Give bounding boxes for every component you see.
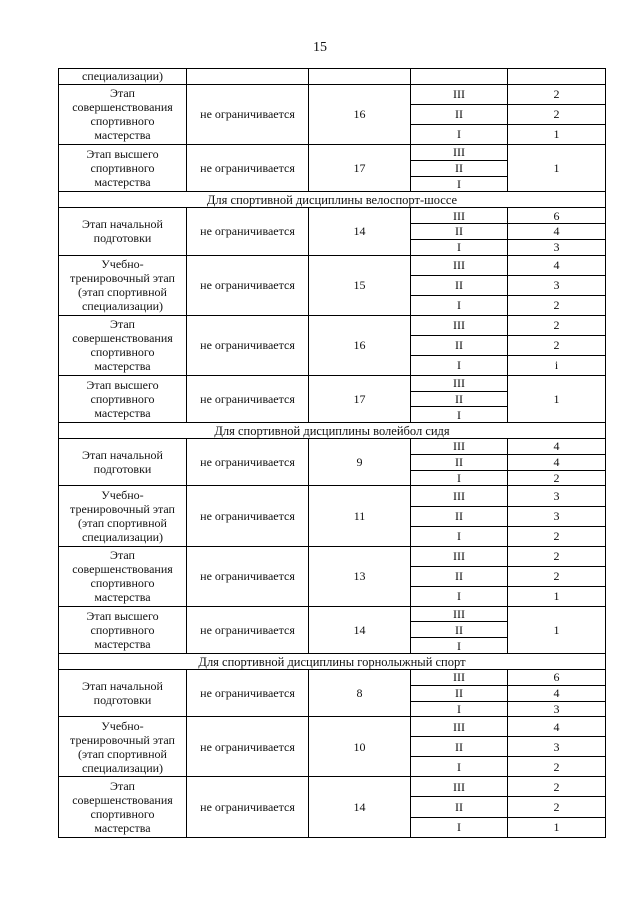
count-cell: 6 [508,208,606,224]
min-age-cell: 14 [309,606,411,653]
table-row [59,606,606,622]
min-age-cell: 14 [309,777,411,838]
category-cell: II [411,104,508,124]
count-cell: 2 [508,546,606,566]
stage-cell: Этап высшего спортивного мастерства [59,144,187,191]
category-cell: I [411,638,508,654]
category-cell: III [411,669,508,685]
category-cell: II [411,506,508,526]
stage-cell: Учебно-тренировочный этап (этап спортивной специализации) [59,255,187,315]
category-cell: II [411,566,508,586]
count-cell: 6 [508,669,606,685]
category-cell: III [411,208,508,224]
sports-requirements-table [58,68,606,838]
min-age-cell: 10 [309,717,411,777]
table-row [59,208,606,224]
count-cell: 1 [508,606,606,653]
category-cell: I [411,124,508,144]
category-cell: II [411,391,508,407]
category-cell: II [411,454,508,470]
category-cell: I [411,295,508,315]
age-limit-cell: не ограничивается [187,669,309,716]
table-row [59,255,606,275]
category-cell: III [411,546,508,566]
count-cell: 3 [508,486,606,506]
category-cell: I [411,757,508,777]
stage-cell: Этап начальной подготовки [59,669,187,716]
table-row [59,486,606,506]
count-cell: 2 [508,84,606,104]
stage-cell: Этап высшего спортивного мастерства [59,375,187,422]
table-row [59,144,606,160]
count-cell: 2 [508,777,606,797]
age-limit-cell: не ограничивается [187,717,309,777]
section-title: Для спортивной дисциплины велоспорт-шоссе [59,192,606,208]
count-cell: i [508,355,606,375]
min-age-cell: 9 [309,439,411,486]
category-cell: II [411,275,508,295]
table-row [59,69,606,85]
min-age-cell: 16 [309,84,411,144]
category-cell: I [411,817,508,838]
table-row [59,717,606,737]
category-cell: III [411,439,508,455]
count-cell: 1 [508,124,606,144]
category-cell: III [411,777,508,797]
category-cell: III [411,486,508,506]
age-limit-cell: не ограничивается [187,208,309,255]
count-cell: 3 [508,506,606,526]
category-cell: III [411,144,508,160]
age-limit-cell: не ограничивается [187,546,309,606]
stage-cell: Этап совершенствования спортивного мастерства [59,84,187,144]
count-cell: 2 [508,757,606,777]
category-cell: I [411,586,508,606]
category-cell: II [411,622,508,638]
stage-cell: специализации) [59,69,187,85]
category-cell: II [411,685,508,701]
category-cell: III [411,315,508,335]
stage-cell: Этап высшего спортивного мастерства [59,606,187,653]
stage-cell: Этап начальной подготовки [59,439,187,486]
count-cell: 4 [508,717,606,737]
page-number: 15 [313,40,327,55]
min-age-cell: 17 [309,375,411,422]
count-cell: 1 [508,586,606,606]
min-age-cell: 11 [309,486,411,546]
count-cell: 2 [508,526,606,546]
count-cell: 3 [508,239,606,255]
category-cell: I [411,176,508,192]
category-cell: I [411,407,508,423]
category-cell: II [411,737,508,757]
age-limit-cell: не ограничивается [187,315,309,375]
count-cell: 4 [508,223,606,239]
category-cell: I [411,239,508,255]
min-age-cell: 8 [309,669,411,716]
category-cell: III [411,375,508,391]
table-row [59,315,606,335]
count-cell: 4 [508,454,606,470]
age-limit-cell: не ограничивается [187,439,309,486]
section-title: Для спортивной дисциплины волейбол сидя [59,423,606,439]
table-row [59,546,606,566]
stage-cell: Этап совершенствования спортивного мастерства [59,546,187,606]
count-cell: 4 [508,439,606,455]
min-age-cell: 13 [309,546,411,606]
count-cell: 1 [508,817,606,838]
section-title: Для спортивной дисциплины горнолыжный спорт [59,654,606,670]
table-row [59,439,606,455]
category-cell: II [411,160,508,176]
age-limit-cell: не ограничивается [187,84,309,144]
empty-cell [187,69,309,85]
stage-cell: Этап начальной подготовки [59,208,187,255]
count-cell: 2 [508,566,606,586]
min-age-cell: 17 [309,144,411,191]
count-cell: 3 [508,275,606,295]
category-cell: I [411,701,508,717]
stage-cell: Этап совершенствования спортивного мастерства [59,777,187,838]
empty-cell [411,69,508,85]
count-cell: 4 [508,255,606,275]
count-cell: 2 [508,295,606,315]
count-cell: 2 [508,315,606,335]
age-limit-cell: не ограничивается [187,777,309,838]
category-cell: II [411,335,508,355]
category-cell: III [411,255,508,275]
count-cell: 3 [508,737,606,757]
min-age-cell: 15 [309,255,411,315]
stage-cell: Учебно-тренировочный этап (этап спортивной специализации) [59,486,187,546]
age-limit-cell: не ограничивается [187,144,309,191]
empty-cell [508,69,606,85]
count-cell: 4 [508,685,606,701]
count-cell: 1 [508,375,606,422]
category-cell: I [411,526,508,546]
count-cell: 2 [508,104,606,124]
count-cell: 2 [508,797,606,817]
category-cell: III [411,606,508,622]
min-age-cell: 16 [309,315,411,375]
stage-cell: Этап совершенствования спортивного мастерства [59,315,187,375]
section-header-row [59,654,606,670]
count-cell: 2 [508,335,606,355]
category-cell: III [411,84,508,104]
table-row [59,375,606,391]
count-cell: 2 [508,470,606,486]
age-limit-cell: не ограничивается [187,606,309,653]
count-cell: 1 [508,144,606,191]
stage-cell: Учебно-тренировочный этап (этап спортивной специализации) [59,717,187,777]
category-cell: II [411,797,508,817]
table-row [59,669,606,685]
empty-cell [309,69,411,85]
age-limit-cell: не ограничивается [187,255,309,315]
category-cell: II [411,223,508,239]
table-row [59,777,606,797]
table-row [59,84,606,104]
section-header-row [59,423,606,439]
section-header-row [59,192,606,208]
category-cell: III [411,717,508,737]
category-cell: I [411,470,508,486]
age-limit-cell: не ограничивается [187,375,309,422]
age-limit-cell: не ограничивается [187,486,309,546]
min-age-cell: 14 [309,208,411,255]
category-cell: I [411,355,508,375]
count-cell: 3 [508,701,606,717]
